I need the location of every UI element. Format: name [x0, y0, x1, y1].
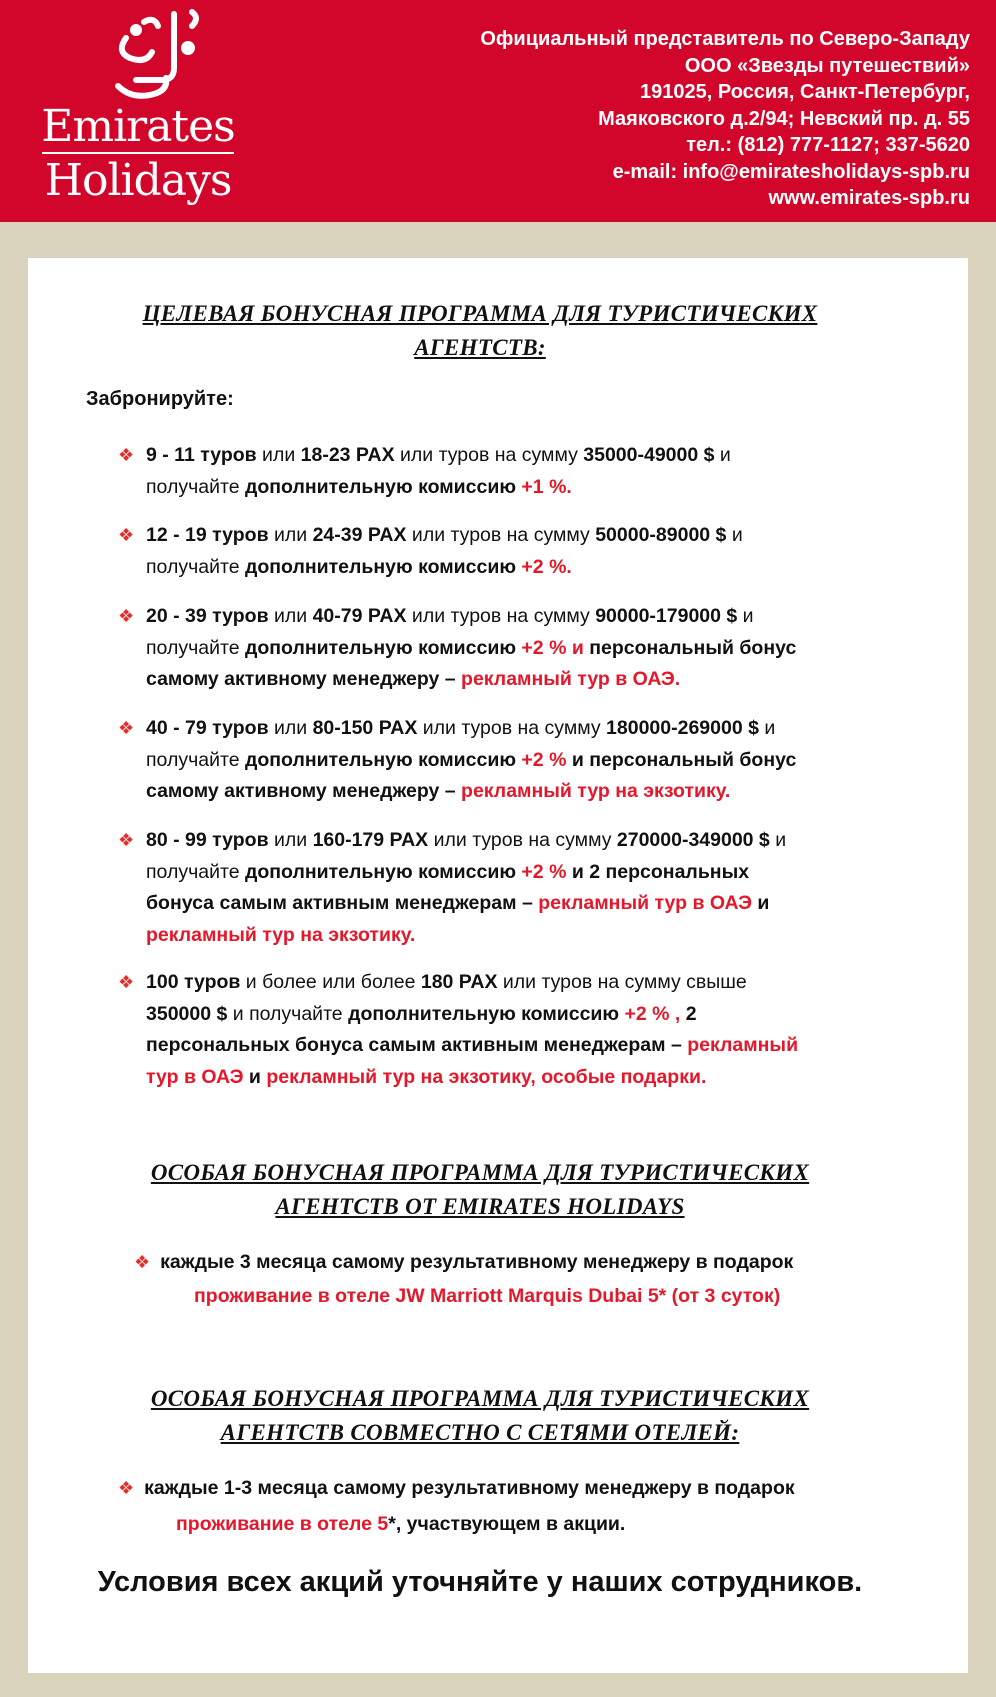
tier-prize: рекламный [687, 1034, 799, 1056]
bonus-text: каждые 3 месяца самому результативному менеджеру в подарок [160, 1251, 794, 1273]
diamond-bullet-icon: ❖ [118, 1478, 135, 1498]
tier-prize: рекламный тур в ОАЭ. [461, 668, 681, 690]
contact-address-line: Маяковского д.2/94; Невский пр. д. 55 [598, 107, 970, 130]
tier-and: и [726, 524, 743, 546]
tier-extra: и 2 персональных [571, 860, 750, 883]
tier-manager-bonus: бонуса самым активным менеджерам – [146, 892, 539, 914]
tier-sum-label: или туров на сумму [406, 524, 596, 546]
tier-percent: +2 %. [521, 555, 572, 578]
bonus-prize-rest: *, участвующем в акции. [388, 1513, 626, 1535]
tier-extra: 2 [680, 1002, 697, 1025]
emirates-bonus-item [134, 1245, 793, 1279]
tier-or: или [256, 444, 301, 466]
diamond-bullet-icon: ❖ [118, 830, 135, 850]
tier-sum-label: или туров на сумму свыше [497, 971, 747, 993]
tier-and: и [769, 829, 787, 851]
tier-pax: 24-39 PAX [312, 524, 407, 546]
tier-sum: 50000-89000 $ [595, 524, 727, 546]
title-line: ОСОБАЯ БОНУСНАЯ ПРОГРАММА ДЛЯ ТУРИСТИЧЕСКИХ [150, 1386, 810, 1411]
tier-prize: рекламный тур в ОАЭ [538, 892, 753, 914]
header-banner [0, 0, 996, 222]
tier-commission: дополнительную комиссию [244, 555, 522, 578]
tier-commission: дополнительную комиссию [244, 475, 522, 498]
diamond-bullet-icon: ❖ [118, 972, 135, 992]
tier-sum: 350000 $ [146, 1002, 228, 1025]
contact-block [370, 26, 970, 212]
tier-tours: 12 - 19 туров [146, 524, 269, 546]
contact-phone: тел.: (812) 777-1127; 337-5620 [686, 134, 970, 156]
diamond-bullet-icon: ❖ [118, 525, 135, 545]
footer-note: Условия всех акций уточняйте у наших сотрудников. [97, 1566, 863, 1598]
tier-extra: персональный бонус [583, 636, 797, 659]
contact-address-line: 191025, Россия, Санкт-Петербург, [640, 81, 970, 103]
tier-percent: +1 %. [521, 475, 572, 498]
diamond-bullet-icon: ❖ [118, 718, 135, 738]
special-program-emirates-title [0, 1156, 960, 1224]
target-program-title [0, 297, 960, 365]
contact-line: ООО «Звезды путешествий» [684, 54, 970, 77]
tier-tours: 9 - 11 туров [146, 444, 257, 466]
tier-sum: 90000-179000 $ [595, 605, 738, 627]
title-line: АГЕНТСТВ ОТ EMIRATES HOLIDAYS [275, 1194, 685, 1219]
tier-get: получайте [146, 636, 245, 659]
special-program-hotels-title [0, 1382, 960, 1450]
diamond-bullet-icon: ❖ [118, 445, 135, 465]
tier-commission: дополнительную комиссию [348, 1002, 625, 1025]
tier-get: получайте [146, 748, 245, 771]
intro-text: Забронируйте: [86, 388, 234, 410]
tier-percent: +2 % [521, 860, 572, 883]
tier-extra: и персональный бонус [566, 748, 797, 771]
logo-text-holidays: Holidays [44, 155, 232, 206]
tier-prize: тур в ОАЭ [146, 1065, 244, 1088]
tier-get: получайте [146, 555, 245, 578]
tier-sum-label: или туров на сумму [428, 829, 617, 851]
tier-get: и получайте [227, 1002, 349, 1025]
tier-prize-and: и [243, 1065, 267, 1088]
tier-or: или [268, 524, 313, 546]
tier-sum: 180000-269000 $ [606, 717, 759, 739]
tier-sum: 270000-349000 $ [616, 829, 770, 851]
logo-divider [42, 152, 234, 154]
tier-tours: 40 - 79 туров [146, 717, 269, 739]
diamond-bullet-icon: ❖ [118, 606, 135, 626]
tier-percent: +2 % [521, 748, 567, 771]
tier-get: получайте [146, 475, 245, 498]
tier-commission: дополнительную комиссию [244, 748, 522, 771]
tier-pax: 18-23 PAX [300, 444, 395, 466]
contact-email[interactable]: e-mail: info@emiratesholidays-spb.ru [612, 160, 970, 183]
tier-or: и более или более [240, 971, 421, 993]
tier-or: или [268, 605, 313, 627]
tier-manager-bonus: персональных бонуса самым активным менеджерам – [146, 1034, 688, 1056]
diamond-bullet-icon: ❖ [134, 1252, 151, 1272]
tier-pax: 160-179 PAX [312, 829, 429, 851]
tier-and: и [758, 717, 776, 739]
bonus-text: каждые 1-3 месяца самому результативному менеджеру в подарок [144, 1477, 795, 1499]
tier-manager-bonus: самому активному менеджеру – [146, 780, 462, 802]
tier-tours: 20 - 39 туров [146, 605, 269, 627]
tier-or: или [268, 717, 313, 739]
bonus-prize: проживание в отеле JW Marriott Marquis Dubai 5* (от 3 суток) [194, 1285, 781, 1307]
tier-and: и [714, 444, 731, 466]
title-line: АГЕНТСТВ: [414, 335, 546, 360]
hotel-bonus-prize-line [176, 1507, 625, 1541]
tier-sum-label: или туров на сумму [394, 444, 584, 466]
emirates-holidays-logo [38, 8, 238, 208]
title-line: ОСОБАЯ БОНУСНАЯ ПРОГРАММА ДЛЯ ТУРИСТИЧЕСКИХ [150, 1160, 810, 1185]
tier-manager-bonus: самому активному менеджеру – [146, 668, 462, 690]
tier-and: и [737, 605, 754, 627]
tier-tours: 100 туров [146, 971, 241, 993]
tier-commission: дополнительную комиссию [244, 636, 522, 659]
tier-sum-label: или туров на сумму [406, 605, 596, 627]
tier-prize-and: и [752, 892, 770, 914]
logo-text-emirates: Emirates [41, 101, 235, 152]
tier-percent: +2 % и [521, 636, 584, 659]
tier-prize: рекламный тур на экзотику, особые подарки. [266, 1065, 707, 1088]
tier-pax: 180 PAX [420, 971, 498, 993]
tier-tours: 80 - 99 туров [146, 829, 269, 851]
tier-sum-label: или туров на сумму [417, 717, 607, 739]
arabic-calligraphy-icon [96, 8, 216, 108]
bonus-prize: проживание в отеле 5 [176, 1513, 389, 1535]
tier-sum: 35000-49000 $ [583, 444, 715, 466]
hotel-bonus-item [118, 1471, 795, 1505]
tier-prize: рекламный тур на экзотику. [146, 923, 416, 946]
tier-pax: 40-79 PAX [312, 605, 407, 627]
tier-get: получайте [146, 860, 245, 883]
tier-prize: рекламный тур на экзотику. [461, 780, 731, 802]
tier-or: или [268, 829, 313, 851]
tier-percent: +2 % , [624, 1002, 681, 1025]
contact-line: Официальный представитель по Северо-Западу [480, 28, 970, 50]
title-line: АГЕНТСТВ СОВМЕСТНО С СЕТЯМИ ОТЕЛЕЙ: [220, 1420, 740, 1445]
title-line: ЦЕЛЕВАЯ БОНУСНАЯ ПРОГРАММА ДЛЯ ТУРИСТИЧЕСКИХ [142, 301, 818, 326]
tier-commission: дополнительную комиссию [244, 860, 522, 883]
tier-pax: 80-150 PAX [312, 717, 418, 739]
contact-website[interactable]: www.emirates-spb.ru [768, 187, 970, 209]
